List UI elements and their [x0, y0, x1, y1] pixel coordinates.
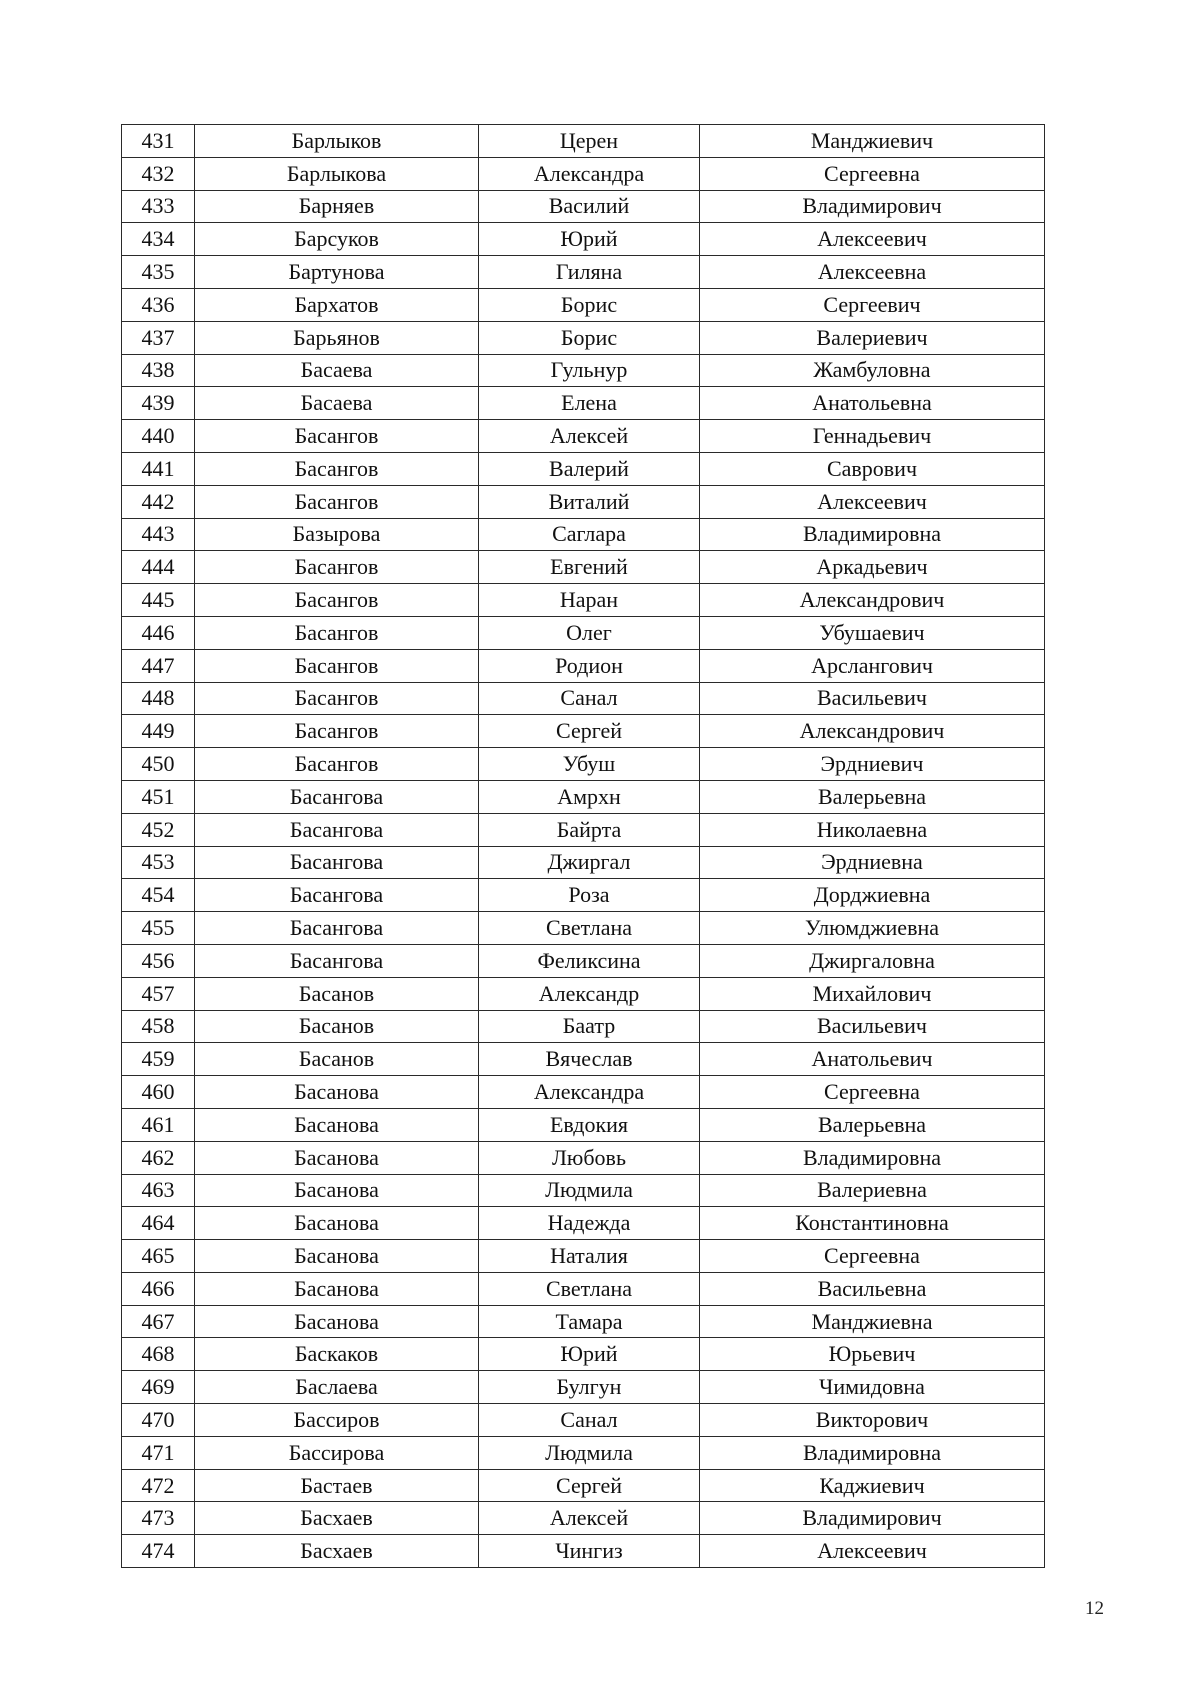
- row-number-cell: 460: [122, 1076, 195, 1109]
- patronymic-cell: Михайлович: [700, 977, 1045, 1010]
- table-row: [122, 616, 1045, 649]
- patronymic-cell: Арслангович: [700, 649, 1045, 682]
- table-row: [122, 1535, 1045, 1568]
- patronymic-cell: Улюмджиевна: [700, 912, 1045, 945]
- row-number-cell: 452: [122, 813, 195, 846]
- patronymic-cell: Владимирович: [700, 1502, 1045, 1535]
- last-name-cell: Басанова: [195, 1141, 479, 1174]
- patronymic-cell: Манджиевич: [700, 125, 1045, 158]
- first-name-cell: Юрий: [479, 223, 700, 256]
- row-number-cell: 466: [122, 1272, 195, 1305]
- first-name-cell: Амрхн: [479, 780, 700, 813]
- row-number-cell: 474: [122, 1535, 195, 1568]
- last-name-cell: Басангов: [195, 485, 479, 518]
- patronymic-cell: Жамбуловна: [700, 354, 1045, 387]
- row-number-cell: 468: [122, 1338, 195, 1371]
- last-name-cell: Баскаков: [195, 1338, 479, 1371]
- last-name-cell: Басанов: [195, 1043, 479, 1076]
- patronymic-cell: Аркадьевич: [700, 551, 1045, 584]
- table-row: [122, 944, 1045, 977]
- last-name-cell: Басангов: [195, 748, 479, 781]
- table-row: [122, 1305, 1045, 1338]
- names-table: [121, 124, 1045, 1568]
- last-name-cell: Басанов: [195, 977, 479, 1010]
- table-row: [122, 125, 1045, 158]
- table-row: [122, 1174, 1045, 1207]
- last-name-cell: Басанова: [195, 1305, 479, 1338]
- patronymic-cell: Валериевич: [700, 321, 1045, 354]
- row-number-cell: 446: [122, 616, 195, 649]
- first-name-cell: Чингиз: [479, 1535, 700, 1568]
- table-row: [122, 977, 1045, 1010]
- last-name-cell: Басангова: [195, 944, 479, 977]
- row-number-cell: 453: [122, 846, 195, 879]
- patronymic-cell: Сергеевна: [700, 1240, 1045, 1273]
- last-name-cell: Басангов: [195, 420, 479, 453]
- row-number-cell: 438: [122, 354, 195, 387]
- first-name-cell: Сергей: [479, 1469, 700, 1502]
- patronymic-cell: Убушаевич: [700, 616, 1045, 649]
- row-number-cell: 471: [122, 1436, 195, 1469]
- first-name-cell: Александра: [479, 157, 700, 190]
- last-name-cell: Басанова: [195, 1272, 479, 1305]
- last-name-cell: Базырова: [195, 518, 479, 551]
- first-name-cell: Феликсина: [479, 944, 700, 977]
- last-name-cell: Барсуков: [195, 223, 479, 256]
- table-row: [122, 748, 1045, 781]
- table-row: [122, 649, 1045, 682]
- first-name-cell: Виталий: [479, 485, 700, 518]
- table-row: [122, 715, 1045, 748]
- first-name-cell: Светлана: [479, 1272, 700, 1305]
- row-number-cell: 469: [122, 1371, 195, 1404]
- table-row: [122, 1371, 1045, 1404]
- row-number-cell: 458: [122, 1010, 195, 1043]
- row-number-cell: 442: [122, 485, 195, 518]
- last-name-cell: Басангов: [195, 551, 479, 584]
- row-number-cell: 445: [122, 584, 195, 617]
- last-name-cell: Басанов: [195, 1010, 479, 1043]
- row-number-cell: 457: [122, 977, 195, 1010]
- patronymic-cell: Джиргаловна: [700, 944, 1045, 977]
- first-name-cell: Байрта: [479, 813, 700, 846]
- first-name-cell: Церен: [479, 125, 700, 158]
- patronymic-cell: Сергеевна: [700, 1076, 1045, 1109]
- first-name-cell: Убуш: [479, 748, 700, 781]
- patronymic-cell: Викторович: [700, 1404, 1045, 1437]
- row-number-cell: 435: [122, 256, 195, 289]
- first-name-cell: Санал: [479, 682, 700, 715]
- patronymic-cell: Владимировна: [700, 1436, 1045, 1469]
- table-row: [122, 288, 1045, 321]
- table-row: [122, 912, 1045, 945]
- first-name-cell: Евдокия: [479, 1108, 700, 1141]
- row-number-cell: 464: [122, 1207, 195, 1240]
- first-name-cell: Гиляна: [479, 256, 700, 289]
- first-name-cell: Гульнур: [479, 354, 700, 387]
- first-name-cell: Булгун: [479, 1371, 700, 1404]
- table-row: [122, 1010, 1045, 1043]
- patronymic-cell: Алексеевич: [700, 223, 1045, 256]
- row-number-cell: 456: [122, 944, 195, 977]
- patronymic-cell: Эрдниевич: [700, 748, 1045, 781]
- last-name-cell: Барлыкова: [195, 157, 479, 190]
- row-number-cell: 459: [122, 1043, 195, 1076]
- table-row: [122, 321, 1045, 354]
- row-number-cell: 449: [122, 715, 195, 748]
- first-name-cell: Валерий: [479, 452, 700, 485]
- first-name-cell: Тамара: [479, 1305, 700, 1338]
- last-name-cell: Басангов: [195, 452, 479, 485]
- last-name-cell: Басангов: [195, 616, 479, 649]
- table-body: [122, 125, 1045, 1568]
- first-name-cell: Надежда: [479, 1207, 700, 1240]
- patronymic-cell: Анатольевич: [700, 1043, 1045, 1076]
- patronymic-cell: Саврович: [700, 452, 1045, 485]
- patronymic-cell: Алексеевич: [700, 485, 1045, 518]
- row-number-cell: 436: [122, 288, 195, 321]
- patronymic-cell: Эрдниевна: [700, 846, 1045, 879]
- first-name-cell: Сергей: [479, 715, 700, 748]
- row-number-cell: 437: [122, 321, 195, 354]
- patronymic-cell: Владимировна: [700, 1141, 1045, 1174]
- last-name-cell: Басанова: [195, 1108, 479, 1141]
- table-row: [122, 387, 1045, 420]
- page-number: 12: [1085, 1598, 1104, 1619]
- table-row: [122, 584, 1045, 617]
- first-name-cell: Родион: [479, 649, 700, 682]
- last-name-cell: Басанова: [195, 1174, 479, 1207]
- first-name-cell: Александра: [479, 1076, 700, 1109]
- row-number-cell: 447: [122, 649, 195, 682]
- table-row: [122, 1502, 1045, 1535]
- patronymic-cell: Валериевна: [700, 1174, 1045, 1207]
- table-row: [122, 846, 1045, 879]
- row-number-cell: 443: [122, 518, 195, 551]
- first-name-cell: Юрий: [479, 1338, 700, 1371]
- first-name-cell: Баатр: [479, 1010, 700, 1043]
- last-name-cell: Барьянов: [195, 321, 479, 354]
- row-number-cell: 431: [122, 125, 195, 158]
- row-number-cell: 440: [122, 420, 195, 453]
- table-row: [122, 1338, 1045, 1371]
- last-name-cell: Бартунова: [195, 256, 479, 289]
- row-number-cell: 448: [122, 682, 195, 715]
- patronymic-cell: Манджиевна: [700, 1305, 1045, 1338]
- first-name-cell: Людмила: [479, 1436, 700, 1469]
- row-number-cell: 432: [122, 157, 195, 190]
- row-number-cell: 470: [122, 1404, 195, 1437]
- last-name-cell: Бассирова: [195, 1436, 479, 1469]
- patronymic-cell: Васильевна: [700, 1272, 1045, 1305]
- last-name-cell: Басангов: [195, 584, 479, 617]
- last-name-cell: Басанова: [195, 1240, 479, 1273]
- last-name-cell: Баслаева: [195, 1371, 479, 1404]
- patronymic-cell: Юрьевич: [700, 1338, 1045, 1371]
- last-name-cell: Барняев: [195, 190, 479, 223]
- table-row: [122, 682, 1045, 715]
- patronymic-cell: Дорджиевна: [700, 879, 1045, 912]
- first-name-cell: Алексей: [479, 420, 700, 453]
- first-name-cell: Елена: [479, 387, 700, 420]
- first-name-cell: Роза: [479, 879, 700, 912]
- row-number-cell: 455: [122, 912, 195, 945]
- first-name-cell: Александр: [479, 977, 700, 1010]
- table-row: [122, 256, 1045, 289]
- first-name-cell: Вячеслав: [479, 1043, 700, 1076]
- last-name-cell: Басангова: [195, 813, 479, 846]
- first-name-cell: Джиргал: [479, 846, 700, 879]
- last-name-cell: Басангова: [195, 912, 479, 945]
- table-row: [122, 813, 1045, 846]
- first-name-cell: Саглара: [479, 518, 700, 551]
- patronymic-cell: Васильевич: [700, 682, 1045, 715]
- first-name-cell: Наран: [479, 584, 700, 617]
- first-name-cell: Евгений: [479, 551, 700, 584]
- last-name-cell: Басаева: [195, 387, 479, 420]
- table-row: [122, 780, 1045, 813]
- table-row: [122, 1272, 1045, 1305]
- patronymic-cell: Чимидовна: [700, 1371, 1045, 1404]
- row-number-cell: 434: [122, 223, 195, 256]
- first-name-cell: Борис: [479, 288, 700, 321]
- table-row: [122, 1207, 1045, 1240]
- patronymic-cell: Каджиевич: [700, 1469, 1045, 1502]
- patronymic-cell: Сергеевна: [700, 157, 1045, 190]
- last-name-cell: Басангова: [195, 780, 479, 813]
- table-row: [122, 1141, 1045, 1174]
- patronymic-cell: Геннадьевич: [700, 420, 1045, 453]
- table-row: [122, 223, 1045, 256]
- first-name-cell: Алексей: [479, 1502, 700, 1535]
- row-number-cell: 451: [122, 780, 195, 813]
- row-number-cell: 450: [122, 748, 195, 781]
- table-row: [122, 1404, 1045, 1437]
- table-row: [122, 1076, 1045, 1109]
- patronymic-cell: Александрович: [700, 584, 1045, 617]
- table-row: [122, 1043, 1045, 1076]
- table-row: [122, 879, 1045, 912]
- table-row: [122, 354, 1045, 387]
- last-name-cell: Басхаев: [195, 1535, 479, 1568]
- patronymic-cell: Валерьевна: [700, 780, 1045, 813]
- last-name-cell: Басаева: [195, 354, 479, 387]
- row-number-cell: 462: [122, 1141, 195, 1174]
- last-name-cell: Басанова: [195, 1207, 479, 1240]
- row-number-cell: 439: [122, 387, 195, 420]
- row-number-cell: 441: [122, 452, 195, 485]
- last-name-cell: Бархатов: [195, 288, 479, 321]
- row-number-cell: 463: [122, 1174, 195, 1207]
- table-row: [122, 518, 1045, 551]
- last-name-cell: Басангова: [195, 879, 479, 912]
- patronymic-cell: Валерьевна: [700, 1108, 1045, 1141]
- patronymic-cell: Сергеевич: [700, 288, 1045, 321]
- last-name-cell: Басанова: [195, 1076, 479, 1109]
- table-row: [122, 452, 1045, 485]
- table-row: [122, 1108, 1045, 1141]
- first-name-cell: Борис: [479, 321, 700, 354]
- last-name-cell: Басангова: [195, 846, 479, 879]
- first-name-cell: Василий: [479, 190, 700, 223]
- table-row: [122, 1469, 1045, 1502]
- row-number-cell: 454: [122, 879, 195, 912]
- last-name-cell: Бастаев: [195, 1469, 479, 1502]
- first-name-cell: Олег: [479, 616, 700, 649]
- row-number-cell: 465: [122, 1240, 195, 1273]
- table-row: [122, 485, 1045, 518]
- last-name-cell: Басангов: [195, 682, 479, 715]
- patronymic-cell: Алексеевич: [700, 1535, 1045, 1568]
- last-name-cell: Барлыков: [195, 125, 479, 158]
- last-name-cell: Басхаев: [195, 1502, 479, 1535]
- patronymic-cell: Владимирович: [700, 190, 1045, 223]
- table-row: [122, 1240, 1045, 1273]
- patronymic-cell: Васильевич: [700, 1010, 1045, 1043]
- table-row: [122, 1436, 1045, 1469]
- first-name-cell: Светлана: [479, 912, 700, 945]
- table-row: [122, 551, 1045, 584]
- row-number-cell: 467: [122, 1305, 195, 1338]
- patronymic-cell: Анатольевна: [700, 387, 1045, 420]
- patronymic-cell: Константиновна: [700, 1207, 1045, 1240]
- table-row: [122, 190, 1045, 223]
- row-number-cell: 472: [122, 1469, 195, 1502]
- first-name-cell: Людмила: [479, 1174, 700, 1207]
- table-row: [122, 420, 1045, 453]
- patronymic-cell: Владимировна: [700, 518, 1045, 551]
- row-number-cell: 444: [122, 551, 195, 584]
- table-row: [122, 157, 1045, 190]
- last-name-cell: Басангов: [195, 649, 479, 682]
- row-number-cell: 473: [122, 1502, 195, 1535]
- patronymic-cell: Алексеевна: [700, 256, 1045, 289]
- first-name-cell: Наталия: [479, 1240, 700, 1273]
- first-name-cell: Любовь: [479, 1141, 700, 1174]
- first-name-cell: Санал: [479, 1404, 700, 1437]
- patronymic-cell: Александрович: [700, 715, 1045, 748]
- last-name-cell: Бассиров: [195, 1404, 479, 1437]
- last-name-cell: Басангов: [195, 715, 479, 748]
- row-number-cell: 433: [122, 190, 195, 223]
- patronymic-cell: Николаевна: [700, 813, 1045, 846]
- row-number-cell: 461: [122, 1108, 195, 1141]
